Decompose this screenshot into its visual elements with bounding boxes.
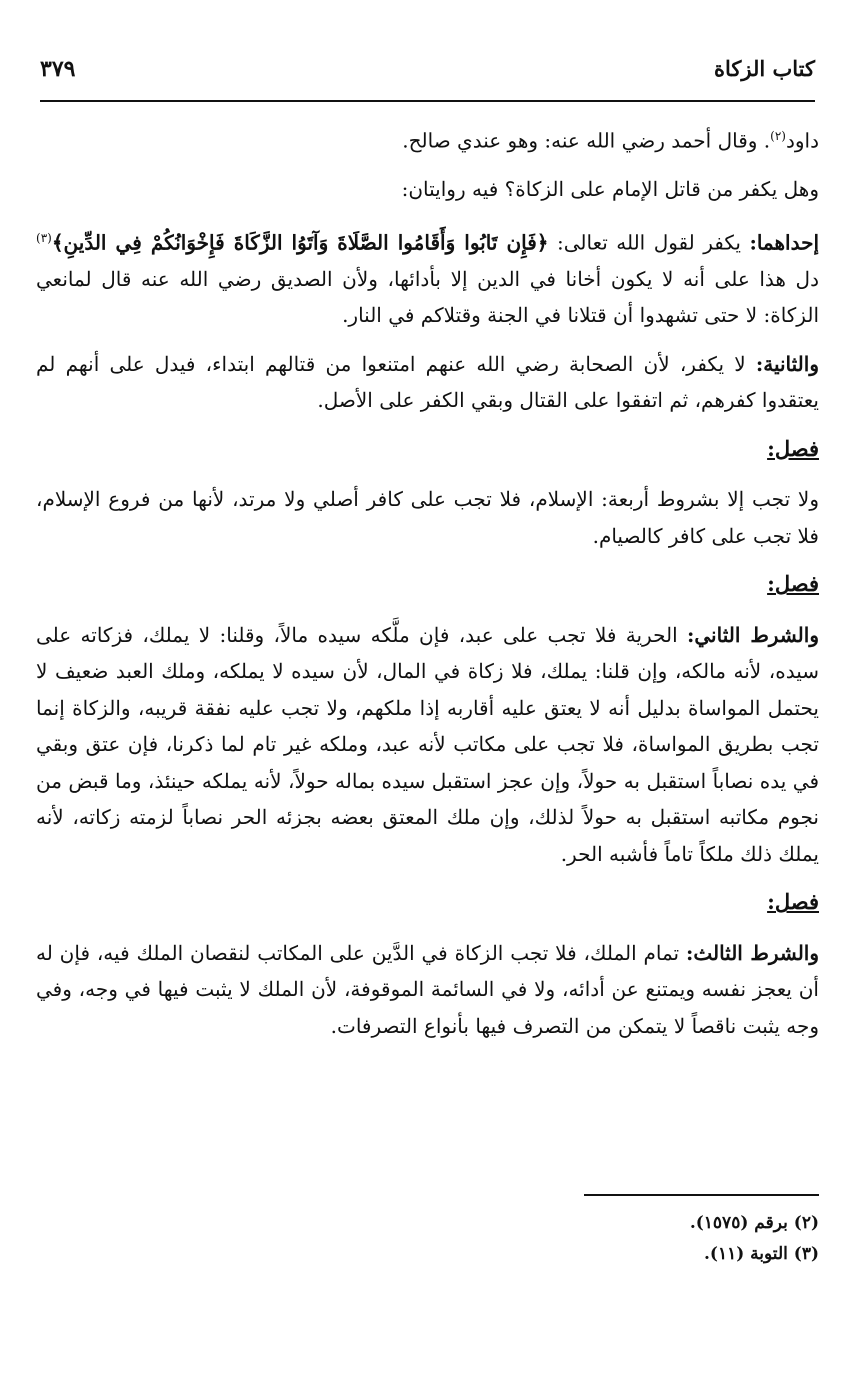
section-heading: فصل: — [767, 435, 819, 461]
running-title: كتاب الزكاة — [713, 56, 815, 81]
main-text — [36, 118, 819, 1056]
footnote-ref: (٣) — [36, 230, 52, 245]
footnote: (٣) التوبة (١١). — [703, 1244, 819, 1264]
page-number: ٣٧٩ — [40, 56, 76, 82]
footnote-ref: (٢) — [770, 129, 786, 143]
footnotes — [36, 1208, 819, 1270]
header-divider — [40, 100, 815, 102]
paragraph: والشرط الثاني: الحرية فلا تجب على عبد، فإن ملَّكه سيده مالاً، وقلنا: لا يملك، فزكاته على سيده، لأنه مالكه، وإن قلنا: يملك، فلا زكاة في المال، لأن سيده لا يملكه، وملك العبد ضعيف لا يحتمل المواساة بدليل أنه لا يعتق عليه أقاربه إذا ملكهم، ولا تجب عليه نفقة قريبه، والزكاة إنما تجب بطريق المواساة، فلا تجب على مكاتب لأنه عبد، وملكه غير تام لما ذكرنا، فإن عتق وبقي في يده نصاباً استقبل به حولاً، وإن عجز استقبل سيده بماله حولاً، لأنه يملكه حينئذ، وما قبض من نجوم مكاتبه استقبل به حولاً لذلك، وإن ملك المعتق بعضه بجزئه الحر نصاباً لزمته زكاته، لأنه يملك ذلك ملكاً تاماً فأشبه الحر. — [36, 622, 820, 866]
section-heading: فصل: — [767, 889, 819, 915]
page-header — [40, 50, 815, 94]
paragraph: ولا تجب إلا بشروط أربعة: الإسلام، فلا تجب على كافر أصلي ولا مرتد، لأنها من فروع الإسلام، فلا تجب على كافر كالصيام. — [36, 487, 819, 548]
quran-verse: ﴿فَإِن تَابُوا وَأَقَامُوا الصَّلَاةَ وَآتَوُا الزَّكَاةَ فَإِخْوَانُكُمْ فِي الدِّينِ﴾ — [51, 230, 549, 255]
footnote: (٢) برقم (١٥٧٥). — [689, 1213, 819, 1233]
paragraph: والثانية: لا يكفر، لأن الصحابة رضي الله عنهم امتنعوا من قتالهم ابتداء، فيدل على أنهم لم يعتقدوا كفرهم، ثم اتفقوا على القتال وبقي الكفر على الأصل. — [36, 351, 819, 413]
footnote-divider — [584, 1194, 819, 1196]
paragraph: إحداهما: يكفر لقول الله تعالى: ﴿فَإِن تَابُوا وَأَقَامُوا الصَّلَاةَ وَآتَوُا الزَّكَاةَ فَإِخْوَانُكُمْ فِي الدِّينِ﴾$^{(٣)}$ دل هذا على أنه لا يكون أخانا في الدين إلا بأدائها، ولأن الصديق رضي الله عنه قال لمانعي الزكاة: لا حتى تشهدوا أن قتلانا في الجنة وقتلاكم في النار. — [36, 230, 820, 328]
paragraph: والشرط الثالث: تمام الملك، فلا تجب الزكاة في الدَّين على المكاتب لنقصان الملك فيه، فإن له أن يعجز نفسه ويمتنع عن أدائه، ولا في السائمة الموقوفة، لأن الملك لا يثبت فيها في وجه، وفي وجه يثبت ناقصاً لا يتمكن من التصرف فيها بأنواع التصرفات. — [36, 940, 819, 1038]
paragraph: داود$^{(٢)}$. وقال أحمد رضي الله عنه: وهو عندي صالح. — [402, 128, 819, 153]
paragraph: وهل يكفر من قاتل الإمام على الزكاة؟ فيه روايتان: — [401, 177, 819, 202]
section-heading: فصل: — [767, 571, 819, 597]
